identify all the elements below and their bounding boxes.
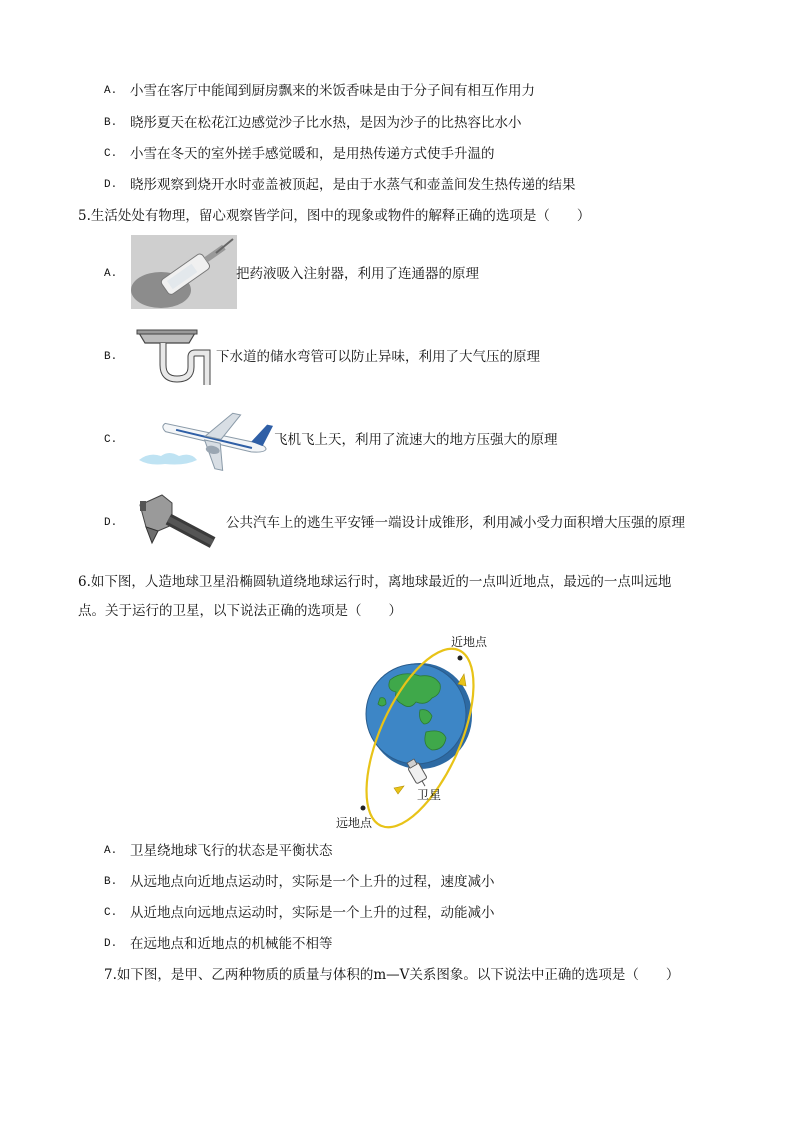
airplane-icon (135, 402, 275, 474)
perigee-point (458, 656, 463, 661)
option-text: 把药液吸入注射器，利用了连通器的原理 (236, 266, 479, 282)
q6-stem-line2: 点。关于运行的卫星，以下说法正确的选项是（ ） (78, 603, 402, 619)
option-letter: A. (104, 845, 118, 857)
perigee-label: 近地点 (451, 635, 488, 649)
apogee-label: 远地点 (336, 816, 373, 830)
option-text: 小雪在客厅中能闻到厨房飘来的米饭香味是由于分子间有相互作用力 (130, 83, 535, 99)
apogee-point (361, 806, 366, 811)
option-letter: D. (104, 938, 118, 950)
q7-stem: 7.如下图，是甲、乙两种物质的质量与体积的m—V关系图象。以下说法中正确的选项是（ ） (104, 967, 680, 983)
option-letter: A. (104, 85, 118, 97)
option-letter: C. (104, 148, 118, 160)
option-text: 卫星绕地球飞行的状态是平衡状态 (130, 843, 333, 859)
option-letter: C. (104, 907, 118, 919)
option-text: 在远地点和近地点的机械能不相等 (130, 936, 333, 952)
safety-hammer-icon (132, 491, 222, 561)
drain-trap-icon (135, 327, 211, 387)
option-text: 下水道的储水弯管可以防止异味，利用了大气压的原理 (216, 349, 540, 365)
option-text: 从远地点向近地点运动时，实际是一个上升的过程，速度减小 (130, 874, 495, 890)
option-letter: B. (104, 351, 118, 363)
satellite-orbit-figure (330, 628, 500, 838)
option-letter: C. (104, 434, 118, 446)
option-letter: A. (104, 268, 118, 280)
option-text: 飞机飞上天，利用了流速大的地方压强大的原理 (274, 432, 558, 448)
syringe-photo (131, 235, 237, 309)
q6-stem-line1: 6.如下图，人造地球卫星沿椭圆轨道绕地球运行时，离地球最近的一点叫近地点，最远的一点叫远地 (78, 574, 672, 590)
option-text: 从近地点向远地点运动时，实际是一个上升的过程，动能减小 (130, 905, 495, 921)
option-text: 晓彤观察到烧开水时壶盖被顶起，是由于水蒸气和壶盖间发生热传递的结果 (130, 177, 576, 193)
q5-stem: 5.生活处处有物理，留心观察皆学问，图中的现象或物件的解释正确的选项是（ ） (78, 208, 591, 224)
option-text: 小雪在冬天的室外搓手感觉暖和，是用热传递方式使手升温的 (130, 146, 495, 162)
option-letter: D. (104, 179, 118, 191)
option-letter: B. (104, 117, 118, 129)
option-letter: D. (104, 517, 118, 529)
option-letter: B. (104, 876, 118, 888)
option-text: 晓彤夏天在松花江边感觉沙子比水热，是因为沙子的比热容比水小 (130, 115, 522, 131)
option-text: 公共汽车上的逃生平安锤一端设计成锥形，利用减小受力面积增大压强的原理 (226, 515, 685, 531)
satellite-label: 卫星 (417, 788, 442, 802)
